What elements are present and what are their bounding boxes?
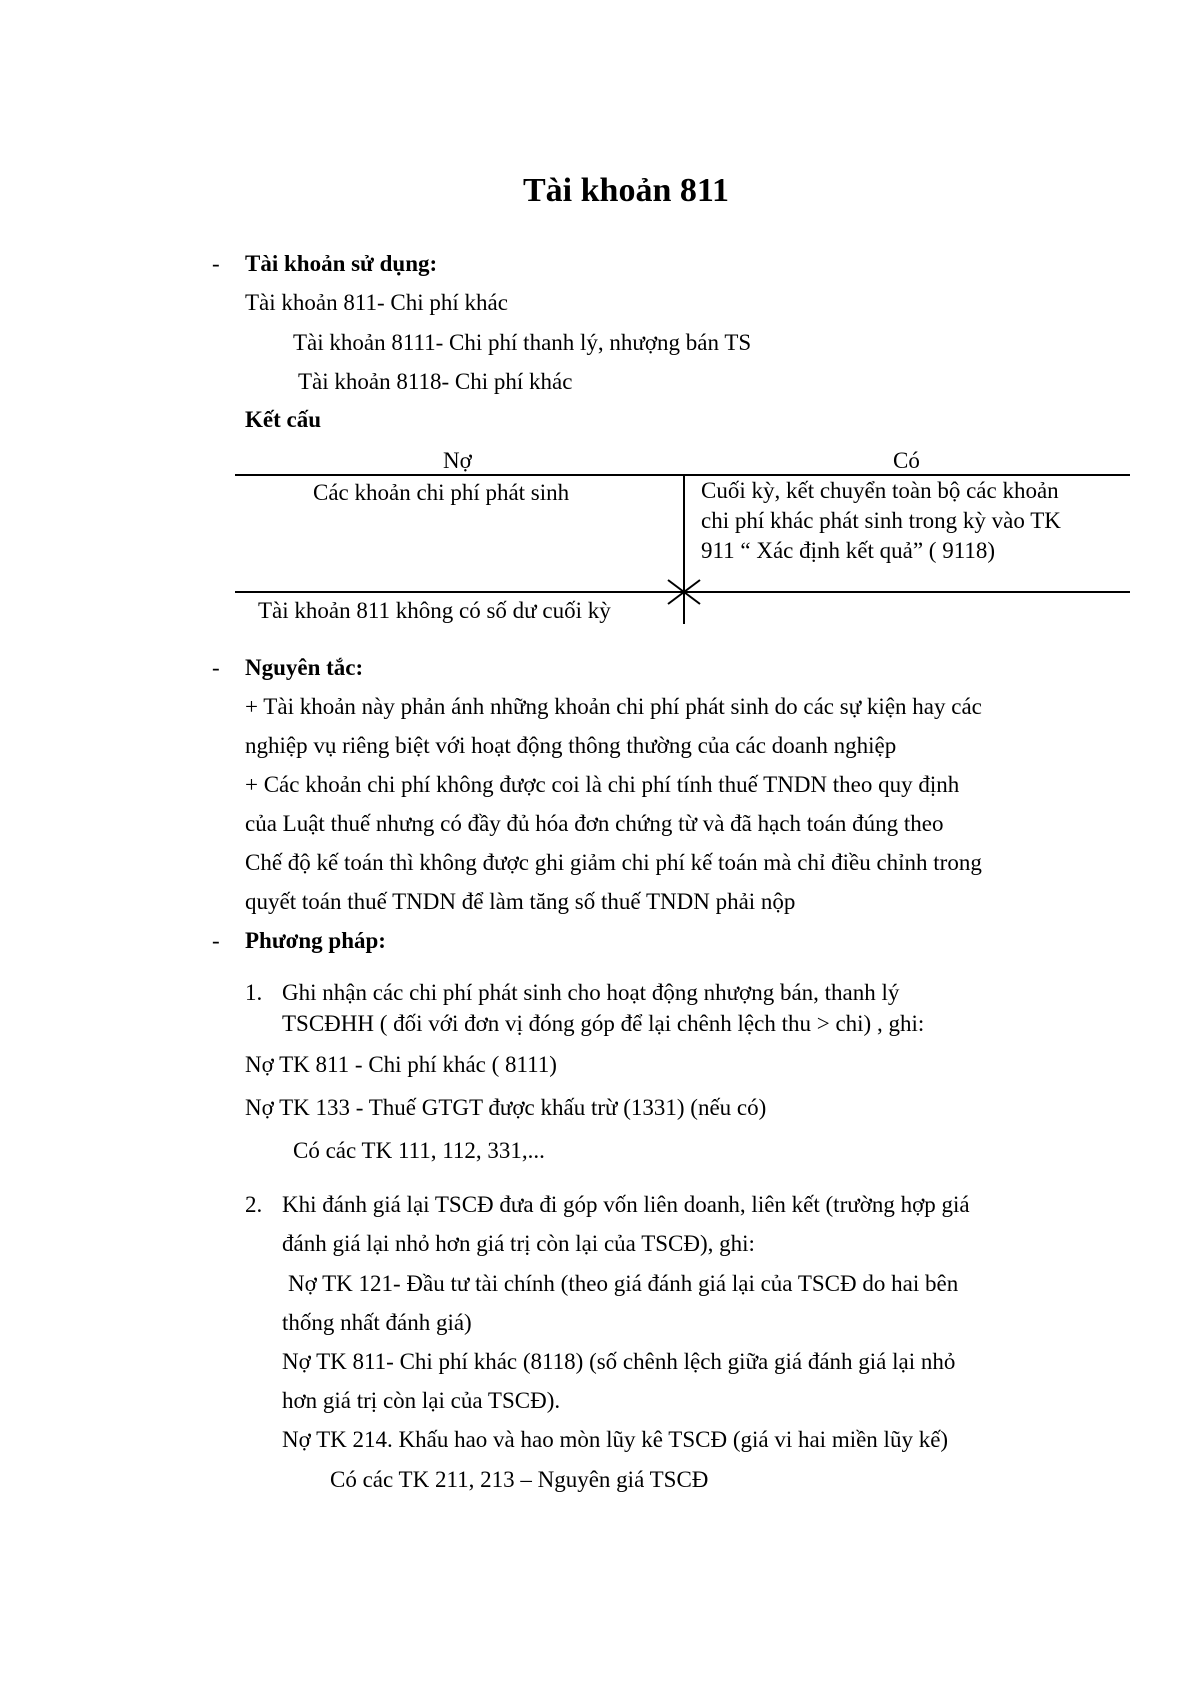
debit-entry: Các khoản chi phí phát sinh xyxy=(313,480,570,505)
main-account-line: Tài khoản 811- Chi phí khác xyxy=(245,290,508,315)
section-heading-accounts: Tài khoản sử dụng: xyxy=(245,251,438,276)
journal-entry: Nợ TK 121- Đầu tư tài chính (theo giá đánh giá lại của TSCĐ do hai bên xyxy=(288,1271,959,1296)
principle-line: của Luật thuế nhưng có đầy đủ hóa đơn chứng từ và đã hạch toán đúng theo xyxy=(245,811,944,836)
bullet-dash: - xyxy=(212,655,220,680)
page-title: Tài khoản 811 xyxy=(523,172,729,209)
journal-entry: Nợ TK 811 - Chi phí khác ( 8111) xyxy=(245,1052,557,1077)
principle-line: quyết toán thuế TNDN để làm tăng số thuế TNDN phải nộp xyxy=(245,889,796,914)
principle-line: nghiệp vụ riêng biệt với hoạt động thông thường của các doanh nghiệp xyxy=(245,733,897,758)
section-heading-principles: Nguyên tắc: xyxy=(245,655,364,680)
item-1-line: Ghi nhận các chi phí phát sinh cho hoạt động nhượng bán, thanh lý xyxy=(282,980,900,1005)
principle-line: + Tài khoản này phản ánh những khoản chi phí phát sinh do các sự kiện hay các xyxy=(245,694,982,719)
bullet-dash: - xyxy=(212,928,220,953)
item-1-line: TSCĐHH ( đối với đơn vị đóng góp để lại chênh lệch thu > chi) , ghi: xyxy=(282,1011,925,1036)
t-account-cross-mark xyxy=(664,578,704,606)
journal-entry: thống nhất đánh giá) xyxy=(282,1310,472,1335)
journal-entry: Nợ TK 214. Khấu hao và hao mòn lũy kê TSCĐ (giá vi hai miền lũy kế) xyxy=(282,1427,949,1452)
balance-note: Tài khoản 811 không có số dư cuối kỳ xyxy=(258,598,611,623)
section-heading-methods: Phương pháp: xyxy=(245,928,386,953)
item-number: 1. xyxy=(245,980,263,1005)
item-2-line: đánh giá lại nhỏ hơn giá trị còn lại của TSCĐ), ghi: xyxy=(282,1231,755,1256)
structure-heading: Kết cấu xyxy=(245,407,322,432)
item-number: 2. xyxy=(245,1192,263,1217)
journal-entry: Nợ TK 811- Chi phí khác (8118) (số chênh lệch giữa giá đánh giá lại nhỏ xyxy=(282,1349,956,1374)
item-2-line: Khi đánh giá lại TSCĐ đưa đi góp vốn liên doanh, liên kết (trường hợp giá xyxy=(282,1192,970,1217)
sub-account-8118: Tài khoản 8118- Chi phí khác xyxy=(298,369,573,394)
journal-entry: hơn giá trị còn lại của TSCĐ). xyxy=(282,1388,561,1413)
credit-line: 911 “ Xác định kết quả” ( 9118) xyxy=(701,538,996,563)
credit-line: Cuối kỳ, kết chuyển toàn bộ các khoản xyxy=(701,478,1059,503)
journal-entry: Nợ TK 133 - Thuế GTGT được khấu trừ (1331) (nếu có) xyxy=(245,1095,767,1120)
debit-label: Nợ xyxy=(443,448,472,473)
credit-entry xyxy=(701,476,1061,566)
credit-line: chi phí khác phát sinh trong kỳ vào TK xyxy=(701,508,1061,533)
journal-entry: Có các TK 211, 213 – Nguyên giá TSCĐ xyxy=(330,1467,709,1492)
journal-entry: Có các TK 111, 112, 331,... xyxy=(293,1138,545,1163)
principle-line: + Các khoản chi phí không được coi là chi phí tính thuế TNDN theo quy định xyxy=(245,772,960,797)
principle-line: Chế độ kế toán thì không được ghi giảm chi phí kế toán mà chỉ điều chỉnh trong xyxy=(245,850,982,875)
credit-label: Có xyxy=(893,448,920,473)
bullet-dash: - xyxy=(212,251,220,276)
sub-account-8111: Tài khoản 8111- Chi phí thanh lý, nhượng bán TS xyxy=(293,330,752,355)
